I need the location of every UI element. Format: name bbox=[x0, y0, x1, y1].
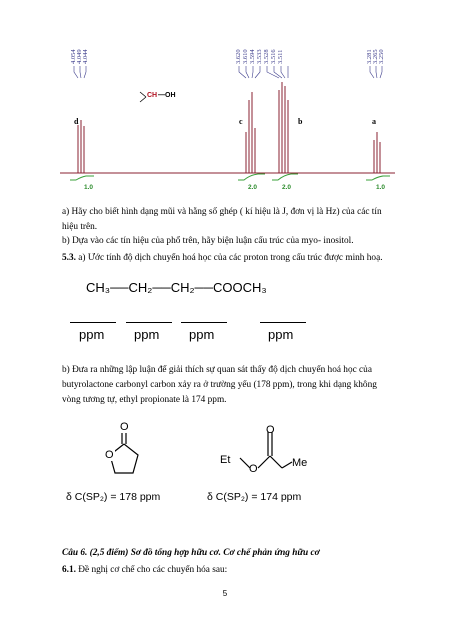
integral-b: 2.0 bbox=[282, 184, 292, 191]
question-5-3-b: b) Đưa ra những lập luận để giải thích sự quan sát thấy độ dịch chuyển hoá học của butyrolactone carbonyl carbon xảy ra ở trường yếu (178 ppm), trong khi dạng không vòng tương tự, ethyl propionate là 174 ppm. bbox=[62, 365, 377, 405]
ester-et: Et bbox=[220, 454, 231, 466]
question-b: b) Dựa vào các tín hiệu của phổ trên, hãy biện luận cấu trúc của myo- inositol. bbox=[62, 236, 354, 246]
shift-label: 3.281 bbox=[366, 49, 373, 64]
integral-d: 1.0 bbox=[84, 184, 94, 191]
ppm-label: ppm bbox=[268, 327, 294, 342]
integral-curves bbox=[70, 174, 390, 180]
peak-label-d: d bbox=[74, 117, 79, 126]
question-6-heading: Câu 6. (2,5 điểm) Sơ đồ tổng hợp hữu cơ. Cơ chế phản ứng hữu cơ bbox=[62, 548, 320, 558]
inset-oh: —OH bbox=[158, 92, 176, 99]
ppm-blank-line bbox=[260, 322, 306, 323]
ester-o: O bbox=[249, 463, 258, 475]
ppm-label: ppm bbox=[79, 327, 105, 342]
integral-c: 2.0 bbox=[248, 184, 258, 191]
ppm-label: ppm bbox=[189, 327, 215, 342]
lactone-ring-o: O bbox=[105, 449, 114, 461]
shift-label: 3.511 bbox=[277, 49, 284, 64]
shift-label: 4.044 bbox=[82, 49, 89, 64]
ppm-blank-line bbox=[126, 322, 172, 323]
question-6-1-text: Đề nghị cơ chế cho các chuyển hóa sau: bbox=[75, 565, 228, 575]
ppm-blank-line bbox=[181, 322, 227, 323]
question-6-1 bbox=[62, 563, 392, 578]
inset-ch: CH bbox=[147, 92, 158, 99]
shift-label: 4.054 bbox=[70, 49, 77, 64]
question-6-1-number: 6.1. bbox=[62, 565, 76, 575]
peak-label-a: a bbox=[372, 117, 376, 126]
shift-label: 3.516 bbox=[270, 49, 277, 64]
ester-carbonyl-o: O bbox=[266, 424, 275, 436]
chain-formula: CH₃──CH₂──CH₂──COOCH₃ bbox=[86, 280, 267, 295]
ester-caption: δ C(SP₂) = 174 ppm bbox=[207, 491, 302, 503]
page-number: 5 bbox=[222, 589, 228, 598]
shift-label: 3.610 bbox=[242, 49, 249, 64]
shift-label: 3.620 bbox=[235, 49, 242, 64]
peak-a bbox=[374, 132, 380, 173]
lactone-caption: δ C(SP₂) = 178 ppm bbox=[66, 491, 161, 503]
peak-d bbox=[78, 120, 84, 173]
shift-label: 3.533 bbox=[256, 49, 263, 64]
shift-label: 3.250 bbox=[378, 49, 385, 64]
question-5-3-text: a) Ước tính độ dịch chuyển hoá học của các proton trong cấu trúc được minh hoạ. bbox=[75, 253, 383, 263]
shift-label: 4.049 bbox=[76, 49, 83, 64]
question-a: a) Hãy cho biết hình dạng mũi và hằng số ghép ( kí hiệu là J, đơn vị là Hz) của các tín hiệu trên. bbox=[62, 207, 382, 232]
integral-a: 1.0 bbox=[376, 184, 386, 191]
lactone-carbonyl-o: O bbox=[120, 421, 129, 433]
peak-label-b: b bbox=[298, 117, 303, 126]
ester-me: Me bbox=[292, 457, 308, 469]
peak-label-c: c bbox=[239, 117, 243, 126]
shift-label: 3.594 bbox=[249, 49, 256, 64]
shift-label: 3.265 bbox=[372, 49, 379, 64]
ppm-blank-line bbox=[70, 322, 116, 323]
shift-label: 3.528 bbox=[263, 49, 270, 64]
peak-c bbox=[246, 92, 255, 173]
question-5-3 bbox=[62, 251, 392, 266]
ppm-label: ppm bbox=[134, 327, 160, 342]
shift-labels bbox=[60, 30, 395, 80]
inset-structure bbox=[138, 88, 188, 108]
peak-b bbox=[279, 82, 288, 173]
question-5-3-number: 5.3. bbox=[62, 253, 76, 263]
